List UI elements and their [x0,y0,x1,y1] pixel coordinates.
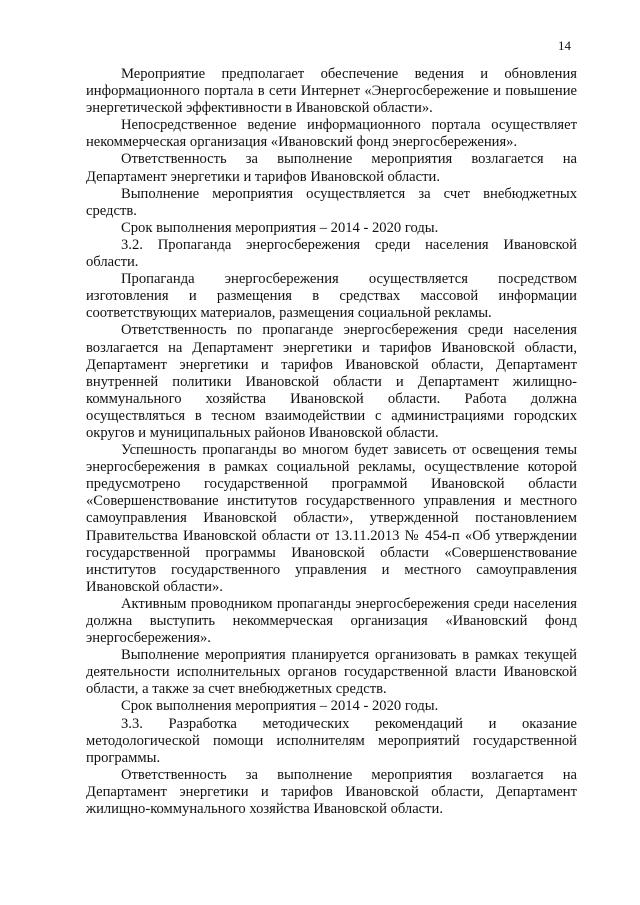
paragraph-funding-1: Выполнение мероприятия осуществляется за счет внебюджетных средств. [86,185,577,219]
paragraph-responsibility-2: Ответственность по пропаганде энергосбережения среди населения возлагается на Департамент энергетики и тарифов Ивановской области, Департамент энергетики и тарифов Ивановской области, Департамент внутренней политики Ивановской области и Департамент жилищно-коммунального хозяйства Ивановской области. Работа должна осуществляться в тесном взаимодействии с администрациями городских округов и муниципальных районов Ивановской области. [86,322,577,441]
document-body [86,66,577,818]
paragraph-deadline-1: Срок выполнения мероприятия – 2014 - 2020 годы. [121,219,439,236]
paragraph-propaganda-method: Пропаганда энергосбережения осуществляется посредством изготовления и размещения в средствах массовой информации соответствующих материалов, размещения социальной рекламы. [86,271,577,322]
paragraph-funding-2: Выполнение мероприятия планируется организовать в рамках текущей деятельности исполнительных органов государственной власти Ивановской области, а также за счет внебюджетных средств. [86,647,577,698]
paragraph-responsibility-1: Ответственность за выполнение мероприятия возлагается на Департамент энергетики и тарифов Ивановской области. [86,151,577,185]
paragraph-propaganda-success: Успешность пропаганды во многом будет зависеть от освещения темы энергосбережения в рамках социальной рекламы, осуществление которой предусмотрено государственной программой Ивановской области «Совершенствование институтов государственного управления и местного самоуправления Ивановской области», утвержденной постановлением Правительства Ивановской области от 13.11.2013 № 454-п «Об утверждении государственной программы Ивановской области «Совершенствование институтов государственного управления и местного самоуправления Ивановской области». [86,442,577,595]
page-number: 14 [558,38,571,53]
paragraph-portal-operator: Непосредственное ведение информационного портала осуществляет некоммерческая организация «Ивановский фонд энергосбережения». [86,117,577,151]
paragraph-responsibility-3: Ответственность за выполнение мероприятия возлагается на Департамент энергетики и тарифов Ивановской области, Департамент жилищно-коммунального хозяйства Ивановской области. [86,766,577,818]
section-heading-3-2: 3.2. Пропаганда энергосбережения среди населения Ивановской области. [86,236,577,271]
paragraph-portal-maintenance: Мероприятие предполагает обеспечение ведения и обновления информационного портала в сети Интернет «Энергосбережение и повышение энергетической эффективности в Ивановской области». [86,66,577,117]
paragraph-deadline-2: Срок выполнения мероприятия – 2014 - 2020 годы. [121,698,439,715]
paragraph-active-conductor: Активным проводником пропаганды энергосбережения среди населения должна выступить некоммерческая организация «Ивановский фонд энергосбережения». [86,595,577,647]
section-heading-3-3: 3.3. Разработка методических рекомендаций и оказание методологической помощи исполнителям мероприятий государственной программы. [86,715,577,766]
